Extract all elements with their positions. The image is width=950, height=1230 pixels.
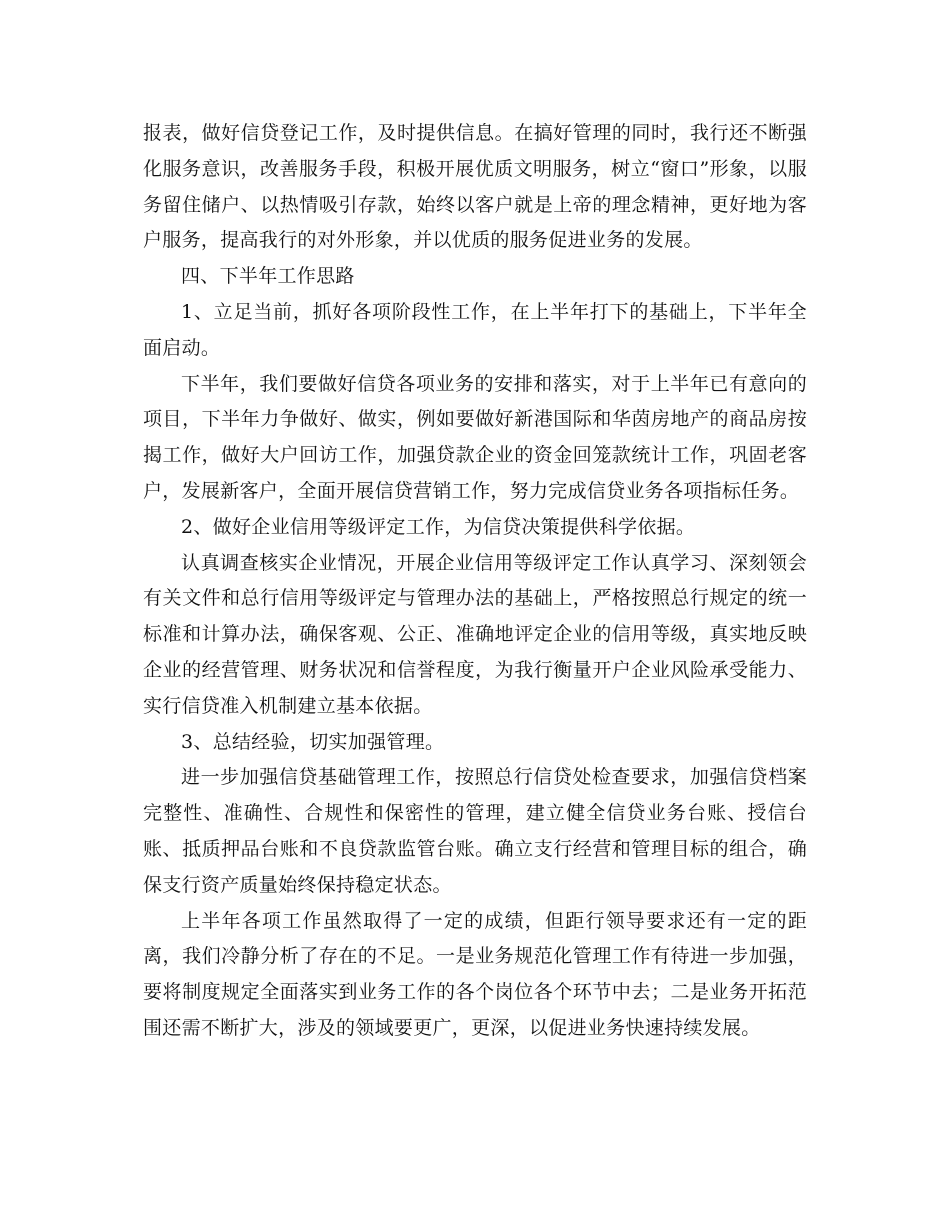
item-heading-3: 3、总结经验，切实加强管理。 [181,730,445,753]
paragraph-h2-tasks: 下半年，我们要做好信贷各项业务的安排和落实，对于上半年已有意向的项目，下半年力争做好、做实，例如要做好新港国际和华茵房地产的商品房按揭工作，做好大户回访工作，加强贷款企业的资金回笼款统计工作，巩固老客户，发展新客户，全面开展信贷营销工作，努力完成信贷业务各项指标任务。 [143,372,807,502]
paragraph-service-continuation: 报表，做好信贷登记工作，及时提供信息。在搞好管理的同时，我行还不断强化服务意识，改善服务手段，积极开展优质文明服务，树立“窗口”形象，以服务留住储户、以热情吸引存款，始终以客户就是上帝的理念精神，更好地为客户服务，提高我行的对外形象，并以优质的服务促进业务的发展。 [143,122,807,252]
paragraph-credit-rating: 认真调查核实企业情况，开展企业信用等级评定工作认真学习、深刻领会有关文件和总行信用等级评定与管理办法的基础上，严格按照总行规定的统一标准和计算办法，确保客观、公正、准确地评定企业的信用等级，真实地反映企业的经营管理、财务状况和信誉程度，为我行衡量开户企业风险承受能力、实行信贷准入机制建立基本依据。 [143,551,807,717]
item-heading-2: 2、做好企业信用等级评定工作，为信贷决策提供科学依据。 [181,515,696,538]
document-body [143,116,807,1047]
section-heading-h2-plan: 四、下半年工作思路 [181,265,355,288]
item-heading-1: 1、立足当前，抓好各项阶段性工作，在上半年打下的基础上，下半年全面启动。 [143,300,807,359]
paragraph-credit-management: 进一步加强信贷基础管理工作，按照总行信贷处检查要求，加强信贷档案完整性、准确性、合规性和保密性的管理，建立健全信贷业务台账、授信台账、抵质押品台账和不良贷款监管台账。确立支行经营和管理目标的组合，确保支行资产质量始终保持稳定状态。 [143,766,807,896]
paragraph-shortcomings: 上半年各项工作虽然取得了一定的成绩，但距行领导要求还有一定的距离，我们冷静分析了存在的不足。一是业务规范化管理工作有待进一步加强，要将制度规定全面落实到业务工作的各个岗位各个环节中去；二是业务开拓范围还需不断扩大，涉及的领域要更广，更深，以促进业务快速持续发展。 [143,909,807,1039]
